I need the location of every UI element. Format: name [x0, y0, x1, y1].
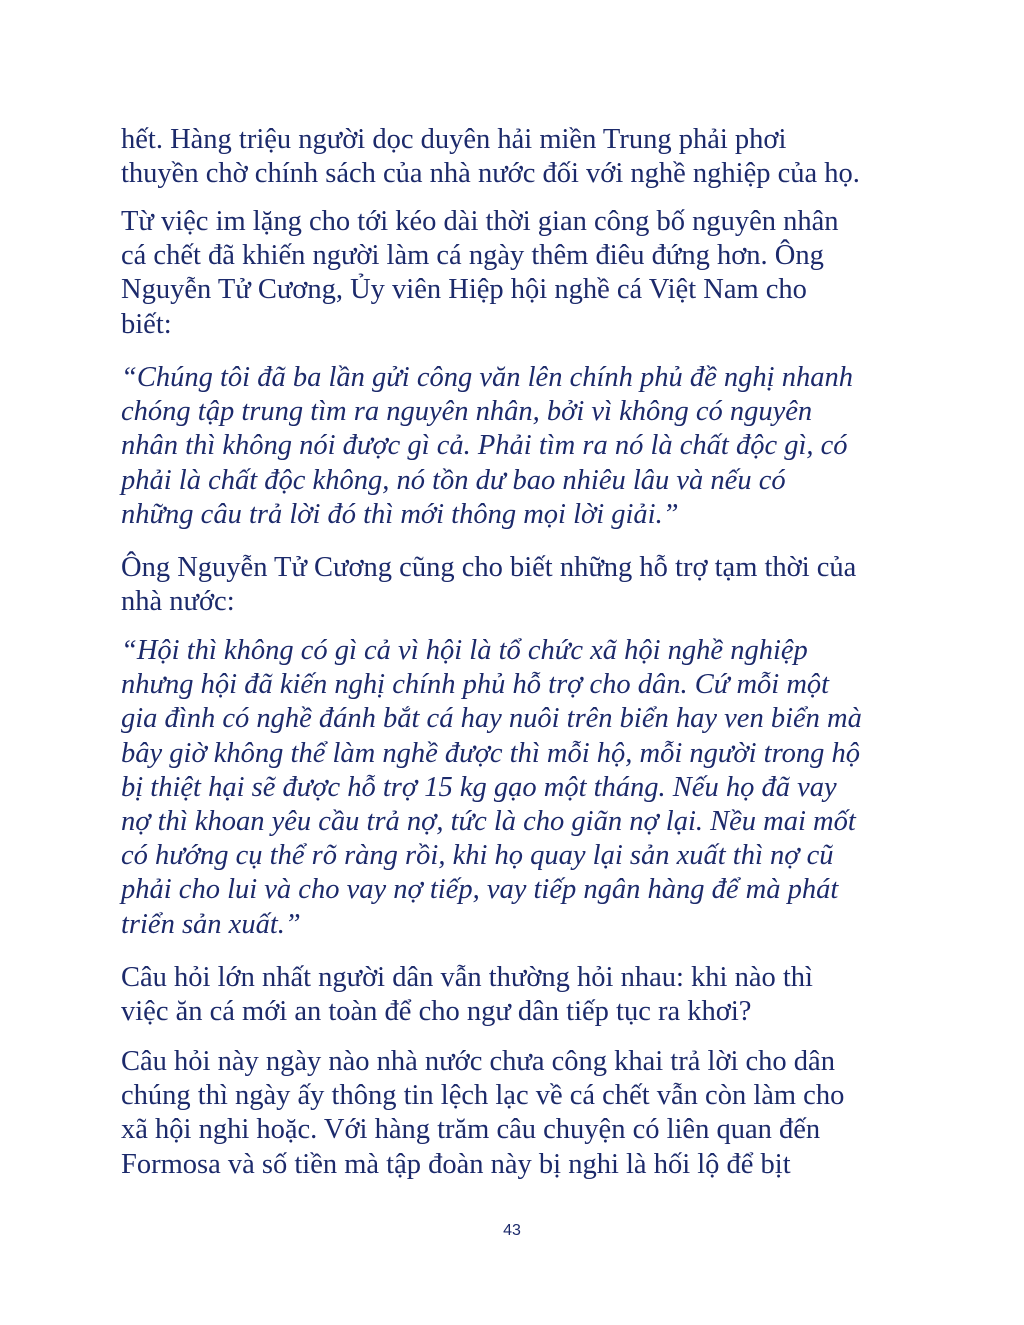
- quote-1: [121, 361, 911, 532]
- paragraph-line: Từ việc im lặng cho tới kéo dài thời gian công bố nguyên nhân: [121, 206, 839, 237]
- paragraph-line: việc ăn cá mới an toàn để cho ngư dân tiếp tục ra khơi?: [121, 996, 752, 1028]
- quote-line: “Hội thì không có gì cả vì hội là tổ chức xã hội nghề nghiệp: [121, 635, 808, 666]
- paragraph-2: [121, 205, 911, 342]
- quote-line: nhân thì không nói được gì cả. Phải tìm ra nó là chất độc gì, có: [121, 430, 848, 462]
- paragraph-line: biết:: [121, 308, 172, 340]
- quote-line: phải cho lui và cho vay nợ tiếp, vay tiếp ngân hàng để mà phát: [121, 874, 839, 906]
- paragraph-line: Nguyễn Tử Cương, Ủy viên Hiệp hội nghề cá Việt Nam cho: [121, 274, 807, 306]
- paragraph-5: [121, 1045, 911, 1182]
- quote-line: nợ thì khoan yêu cầu trả nợ, tức là cho giãn nợ lại. Nều mai mốt: [121, 806, 856, 838]
- paragraph-line: Ông Nguyễn Tử Cương cũng cho biết những hỗ trợ tạm thời của: [121, 552, 857, 583]
- quote-line: phải là chất độc không, nó tồn dư bao nhiêu lâu và nếu có: [121, 464, 786, 496]
- paragraph-line: nhà nước:: [121, 586, 235, 618]
- paragraph-line: chúng thì ngày ấy thông tin lệch lạc về cá chết vẫn còn làm cho: [121, 1080, 845, 1112]
- paragraph-line: Câu hỏi lớn nhất người dân vẫn thường hỏi nhau: khi nào thì: [121, 962, 813, 993]
- paragraph-line: thuyền chờ chính sách của nhà nước đối với nghề nghiệp của họ.: [121, 158, 860, 190]
- quote-line: có hướng cụ thể rõ ràng rồi, khi họ quay lại sản xuất thì nợ cũ: [121, 840, 834, 872]
- paragraph-1: [121, 123, 911, 191]
- quote-line: “Chúng tôi đã ba lần gửi công văn lên chính phủ đề nghị nhanh: [121, 362, 853, 393]
- page-number: 43: [503, 1222, 521, 1239]
- paragraph-line: cá chết đã khiến người làm cá ngày thêm điêu đứng hơn. Ông: [121, 240, 824, 272]
- paragraph-line: xã hội nghi hoặc. Với hàng trăm câu chuyện có liên quan đến: [121, 1114, 821, 1146]
- paragraph-line: Formosa và số tiền mà tập đoàn này bị nghi là hối lộ để bịt: [121, 1148, 791, 1180]
- quote-2: [121, 634, 911, 942]
- quote-line: gia đình có nghề đánh bắt cá hay nuôi trên biển hay ven biển mà: [121, 703, 862, 735]
- quote-line: những câu trả lời đó thì mới thông mọi lời giải.”: [121, 498, 679, 530]
- quote-line: nhưng hội đã kiến nghị chính phủ hỗ trợ cho dân. Cứ mỗi một: [121, 669, 830, 701]
- quote-line: bây giờ không thể làm nghề được thì mỗi hộ, mỗi người trong hộ: [121, 737, 861, 769]
- paragraph-3: [121, 551, 911, 619]
- quote-line: bị thiệt hại sẽ được hỗ trợ 15 kg gạo một tháng. Nếu họ đã vay: [121, 771, 837, 803]
- paragraph-4: [121, 961, 911, 1029]
- paragraph-line: hết. Hàng triệu người dọc duyên hải miền Trung phải phơi: [121, 124, 787, 155]
- quote-line: triển sản xuất.”: [121, 908, 301, 940]
- paragraph-line: Câu hỏi này ngày nào nhà nước chưa công khai trả lời cho dân: [121, 1046, 835, 1077]
- quote-line: chóng tập trung tìm ra nguyên nhân, bởi vì không có nguyên: [121, 396, 813, 428]
